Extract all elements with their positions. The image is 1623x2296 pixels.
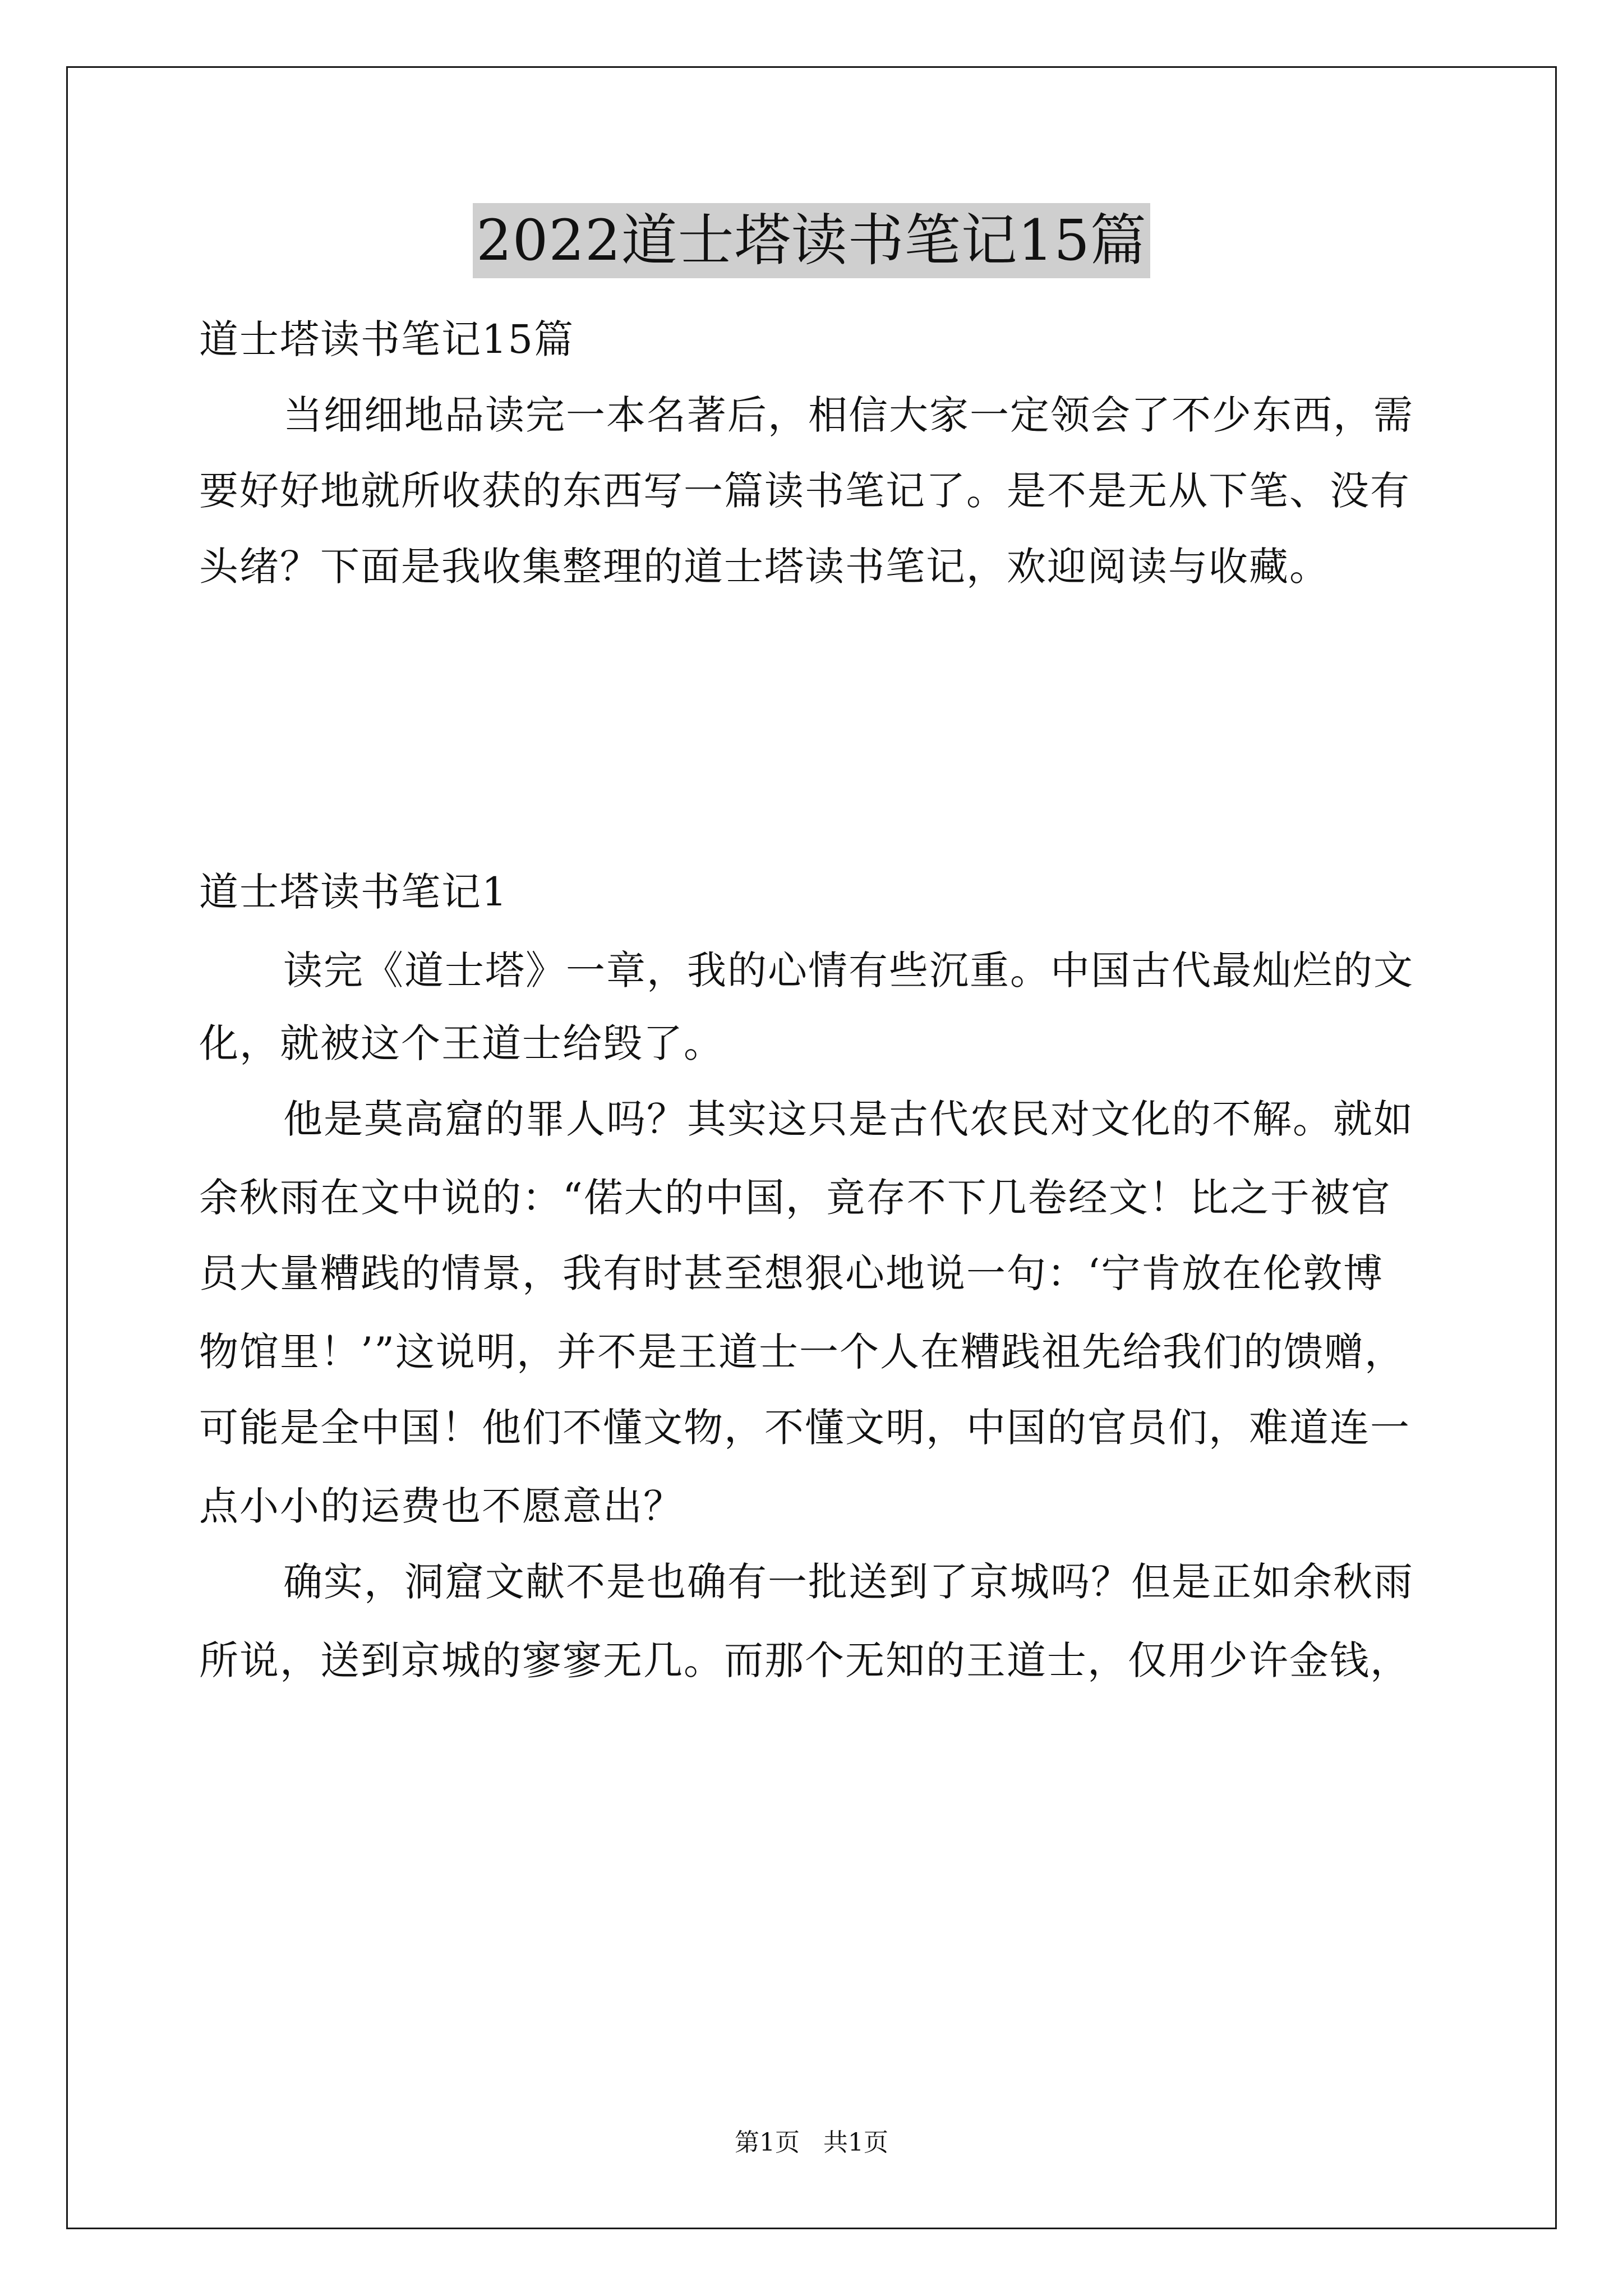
paragraph-line: 化，就被这个王道士给毁了。 [199,1020,724,1066]
page-number: 第1页 [735,2128,800,2157]
section-heading: 道士塔读书笔记1 [199,869,508,915]
paragraph-line: 员大量糟践的情景，我有时甚至想狠心地说一句：‘宁肯放在伦敦博 [199,1250,1384,1296]
paragraph-line: 读完《道士塔》一章，我的心情有些沉重。中国古代最灿烂的文 [283,947,1414,993]
paragraph-line: 余秋雨在文中说的：“偌大的中国，竟存不下几卷经文！比之于被官 [199,1175,1391,1221]
page-total: 共1页 [823,2128,888,2157]
title-container [0,203,1623,278]
intro-line: 头绪？下面是我收集整理的道士塔读书笔记，欢迎阅读与收藏。 [199,544,1330,590]
intro-line: 要好好地就所收获的东西写一篇读书笔记了。是不是无从下笔、没有 [199,468,1410,514]
paragraph-line: 确实，洞窟文献不是也确有一批送到了京城吗？但是正如余秋雨 [283,1559,1414,1605]
page-footer [0,2126,1623,2160]
intro-line: 当细细地品读完一本名著后，相信大家一定领会了不少东西，需 [283,392,1414,438]
paragraph-line: 点小小的运费也不愿意出？ [199,1483,684,1529]
paragraph-line: 所说，送到京城的寥寥无几。而那个无知的王道士，仅用少许金钱， [199,1637,1410,1683]
paragraph-line: 物馆里！’”这说明，并不是王道士一个人在糟践祖先给我们的馈赠， [199,1329,1405,1375]
paragraph-line: 可能是全中国！他们不懂文物，不懂文明，中国的官员们，难道连一 [199,1405,1410,1451]
document-subtitle: 道士塔读书笔记15篇 [199,316,575,362]
paragraph-line: 他是莫高窟的罪人吗？其实这只是古代农民对文化的不解。就如 [283,1096,1414,1142]
document-title: 2022道士塔读书笔记15篇 [473,203,1150,278]
